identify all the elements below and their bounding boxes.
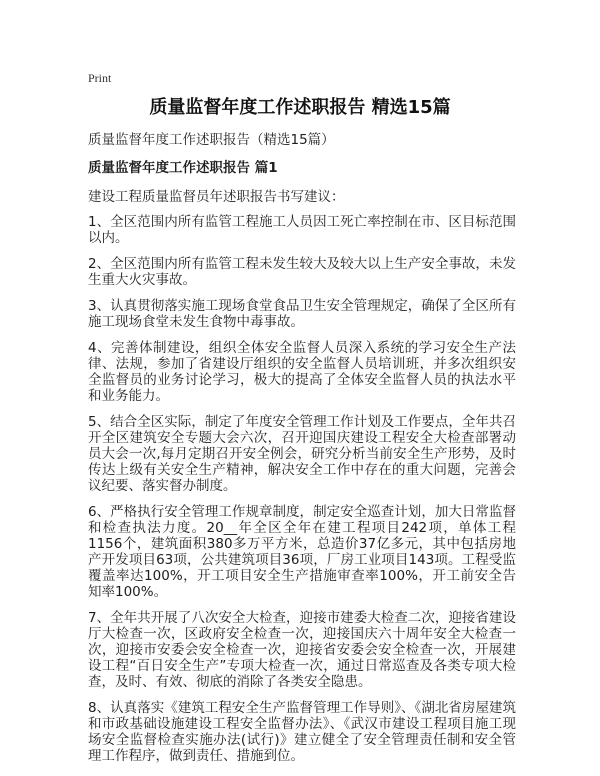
paragraph-6: 6、严格执行安全管理工作规章制度，制定安全巡查计划，加大日常监督和检查执法力度。20__年全区全年在建工程项目242项，单体工程1156个，建筑面积380多万平方米，总造价37亿多元，其中包括房地产开发项目63项，公共建筑项目36项，厂房工业项目143项。工程受监覆盖率达100%，开工项目安全生产措施审查率100%，开工前安全告知率100%。 [88, 504, 516, 600]
intro-paragraph: 建设工程质量监督员年述职报告书写建议： [88, 189, 345, 205]
paragraph-1: 1、全区范围内所有监管工程施工人员因工死亡率控制在市、区目标范围以内。 [88, 214, 516, 246]
paragraph-3: 3、认真贯彻落实施工现场食堂食品卫生安全管理规定，确保了全区所有施工现场食堂未发生食物中毒事故。 [88, 298, 516, 330]
paragraph-5: 5、结合全区实际，制定了年度安全管理工作计划及工作要点，全年共召开全区建筑安全专题大会六次，召开迎国庆建设工程安全大检查部署动员大会一次,每月定期召开安全例会，研究分析当前安全生产形势，及时传达上级有关安全生产精神，解决安全工作中存在的重大问题，完善会议纪要、落实督办制度。 [88, 414, 516, 494]
paragraph-7: 7、全年共开展了八次安全大检查，迎接市建委大检查二次，迎接省建设厅大检查一次，区政府安全检查一次，迎接国庆六十周年安全大检查一次，迎接市安委会安全检查一次，迎接省安委会安全检查一次，开展建设工程“百日安全生产”专项大检查一次，通过日常巡查及各类专项大检查，及时、有效、彻底的消除了各类安全隐患。 [88, 610, 516, 690]
document-page [88, 70, 516, 764]
paragraph-2: 2、全区范围内所有监管工程未发生较大及较大以上生产安全事故，未发生重大火灾事故。 [88, 256, 516, 288]
print-link[interactable]: Print [88, 71, 112, 85]
document-subtitle: 质量监督年度工作述职报告（精选15篇） [88, 132, 335, 148]
section-heading: 质量监督年度工作述职报告 篇1 [88, 160, 278, 176]
paragraph-4: 4、完善体制建设，组织全体安全监督人员深入系统的学习安全生产法律、法规，参加了省建设厅组织的安全监督人员培训班，并多次组织安全监督员的业务讨论学习，极大的提高了全体安全监督人员的执法水平和业务能力。 [88, 340, 516, 404]
paragraph-8: 8、认真落实《建筑工程安全生产监督管理工作导则》、《湖北省房屋建筑和市政基础设施建设工程安全监督办法》、《武汉市建设工程项目施工现场安全监督检查实施办法(试行)》建立健全了安全管理责任制和安全管理工作程序，做到责任、措施到位。 [88, 700, 516, 764]
document-title: 质量监督年度工作述职报告 精选15篇 [149, 97, 451, 118]
